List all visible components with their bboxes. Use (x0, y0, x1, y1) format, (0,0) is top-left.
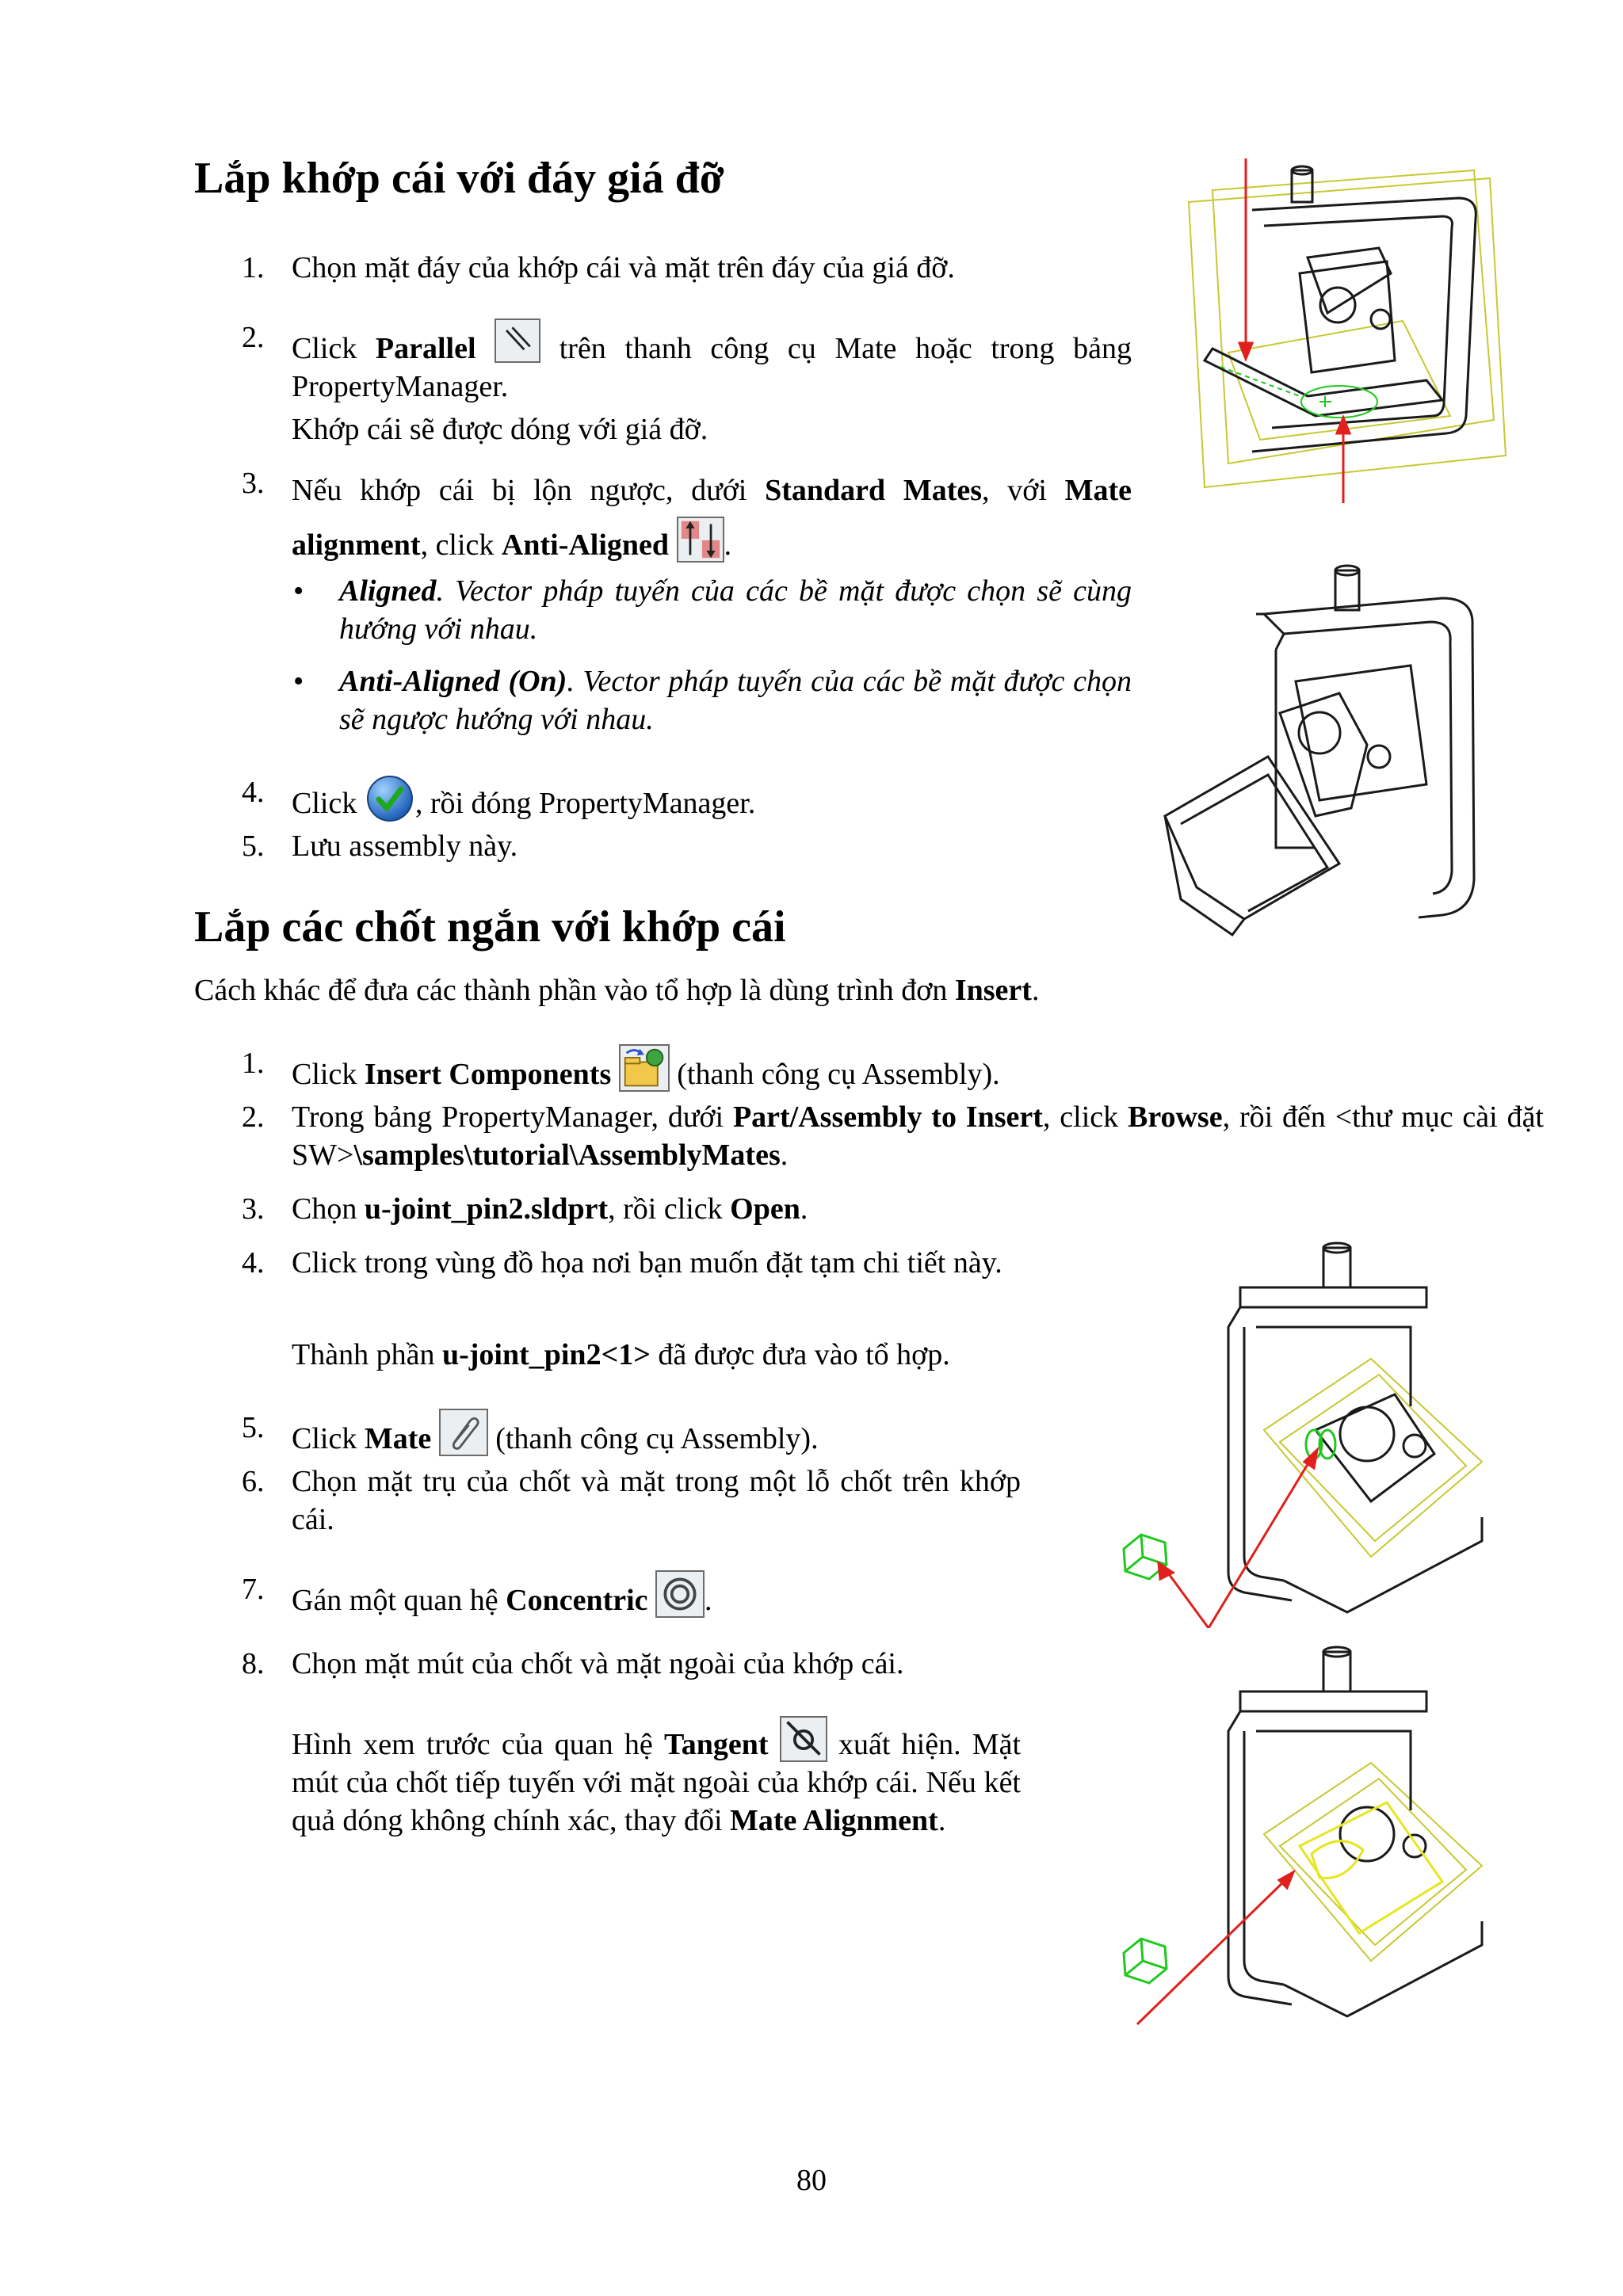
step-number: 1. (242, 1047, 265, 1080)
figure-anti-aligned-result (1157, 563, 1506, 959)
step-text: Click trong vùng đồ họa nơi bạn muốn đặt tạm chi tiết này. (292, 1246, 1002, 1280)
step-number: 8. (242, 1647, 265, 1680)
step-text: Click Insert Components (thanh công cụ Assembly). (292, 1044, 1544, 1093)
concentric-icon[interactable] (655, 1570, 705, 1618)
figure-tangent-mate (1109, 1644, 1522, 2032)
bullet-dot: • (293, 574, 304, 608)
step-text: Nếu khớp cái bị lộn ngược, dưới Standard Mates, với Mate alignment, click Anti-Aligned . (292, 474, 1132, 562)
page-number: 80 (796, 2164, 827, 2197)
step-number: 2. (242, 1100, 265, 1134)
step-text: Trong bảng PropertyManager, dưới Part/Assembly to Insert, click Browse, rồi đến <thư mục cài đặt SW>\samples\tutorial\AssemblyMates. (292, 1100, 1544, 1172)
step-text: Click , rồi đóng PropertyManager. (292, 773, 1132, 824)
step-number: 2. (242, 321, 265, 354)
step-number: 3. (242, 467, 265, 500)
parallel-icon[interactable] (495, 318, 540, 363)
bullet-dot: • (293, 665, 304, 698)
figure-parallel-mate-preview (1181, 154, 1514, 503)
step-note: Khớp cái sẽ được dóng với giá đỡ. (292, 413, 708, 446)
insert-components-icon[interactable] (619, 1044, 670, 1092)
ok-check-icon[interactable] (365, 773, 415, 824)
step-number: 5. (242, 830, 265, 863)
step-text: Chọn mặt trụ của chốt và mặt trong một lỗ chốt trên khớp cái. (292, 1465, 1021, 1536)
step-text: Chọn u-joint_pin2.sldprt, rồi click Open. (292, 1192, 808, 1226)
tangent-icon[interactable] (780, 1716, 827, 1762)
step-note: Thành phần u-joint_pin2<1> đã được đưa vào tổ hợp. (292, 1338, 950, 1371)
step-text: Chọn mặt đáy của khớp cái và mặt trên đáy của giá đỡ. (292, 251, 955, 284)
anti-aligned-icon[interactable] (677, 517, 724, 563)
step-text: Gán một quan hệ Concentric . (292, 1570, 1021, 1619)
step-number: 5. (242, 1411, 265, 1444)
step-text: Click Mate (thanh công cụ Assembly). (292, 1409, 1021, 1458)
step-number: 1. (242, 251, 265, 284)
step-number: 6. (242, 1465, 265, 1498)
step-text: Click Parallel trên thanh công cụ Mate hoặc trong bảng PropertyManager. (292, 318, 1132, 406)
section-title-1: Lắp khớp cái với đáy giá đỡ (194, 154, 724, 203)
step-note: Hình xem trước của quan hệ Tangent xuất hiện. Mặt mút của chốt tiếp tuyến với mặt ngoài của khớp cái. Nếu kết quả dóng không chính xác, thay đổi Mate Alignment. (292, 1716, 1021, 1840)
figure-concentric-mate (1109, 1240, 1522, 1628)
step-number: 7. (242, 1573, 265, 1606)
step-number: 4. (242, 1246, 265, 1280)
section-intro: Cách khác để đưa các thành phần vào tổ hợp là dùng trình đơn Insert. (194, 974, 1040, 1007)
bullet-text: Anti-Aligned (On). Vector pháp tuyến của các bề mặt được chọn sẽ ngược hướng với nhau. (339, 665, 1132, 736)
section-title-2: Lắp các chốt ngắn với khớp cái (194, 902, 786, 952)
bullet-text: Aligned. Vector pháp tuyến của các bề mặt được chọn sẽ cùng hướng với nhau. (339, 574, 1132, 646)
step-number: 4. (242, 776, 265, 809)
step-text: Chọn mặt mút của chốt và mặt ngoài của khớp cái. (292, 1647, 904, 1680)
step-text: Lưu assembly này. (292, 830, 518, 863)
step-number: 3. (242, 1192, 265, 1226)
mate-icon[interactable] (439, 1409, 488, 1456)
